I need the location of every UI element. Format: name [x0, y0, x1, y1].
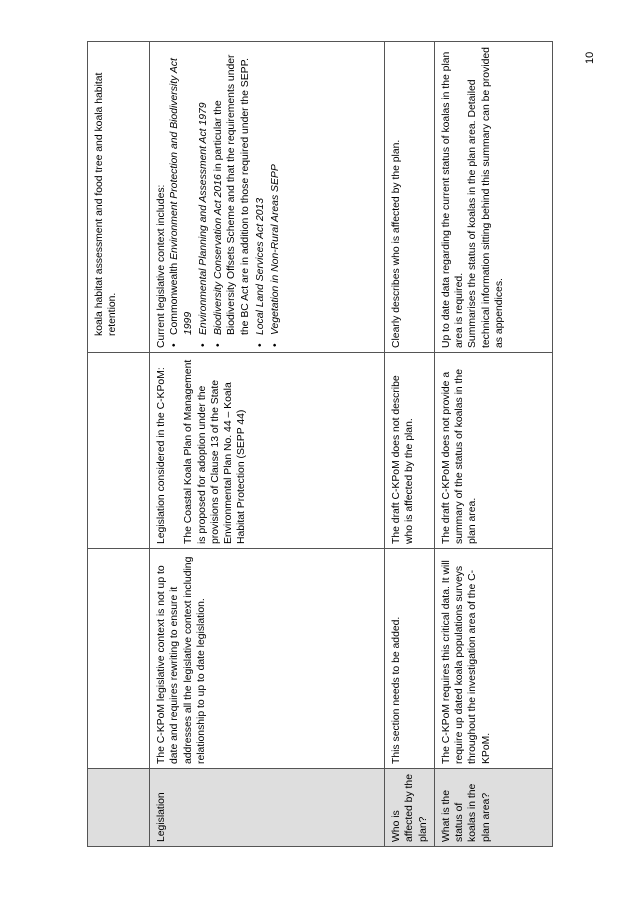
- list-item: • Environmental Planning and Assessment Act 1979: [197, 46, 210, 335]
- list-item: • Commonwealth Environment Protection and Biodiversity Act 1999: [168, 46, 195, 335]
- current-cell: The draft C-KPoM does not provide a summary of the status of koalas in the plan area.: [434, 353, 552, 549]
- required-cell: [88, 42, 150, 353]
- required-intro: Current legislative context includes:: [156, 184, 167, 348]
- current-cell: [150, 353, 385, 549]
- current-intro: Legislation considered in the C-KPoM:: [156, 367, 167, 544]
- topic-cell: Legislation: [150, 769, 385, 847]
- legislation-list: [168, 46, 282, 348]
- comment-cell: The C-KPoM requires this critical data. It will require up dated koala populations surveys throughout the investigation area of the C-KPoM.: [434, 549, 552, 769]
- list-item: • Biodiversity Conservation Act 2016 in particular the Biodiversity Offsets Scheme and that the requirements under the BC Act are in addition to those required under the SEPP.: [212, 46, 252, 335]
- page-number: 10: [584, 51, 596, 64]
- topic-cell: What is the status of koalas in the plan area?: [434, 769, 552, 847]
- comment-cell: This section needs to be added.: [385, 549, 435, 769]
- required-cell: [434, 42, 552, 353]
- table-row: [150, 42, 385, 847]
- table-row: [88, 42, 150, 847]
- current-cell: [88, 353, 150, 549]
- assessment-table: [87, 41, 553, 847]
- current-body: The Coastal Koala Plan of Management is proposed for adoption under the provisions of Clause 13 of the State Environmental Plan No. 44 – Koala Habitat Protection (SEPP 44): [183, 359, 248, 544]
- list-item: • Local Land Services Act 2013: [254, 46, 267, 335]
- table-row: [434, 42, 552, 847]
- topic-cell: Who is affected by the plan?: [385, 769, 435, 847]
- required-cell: Clearly describes who is affected by the plan.: [385, 42, 435, 353]
- topic-cell: [88, 769, 150, 847]
- comment-cell: [88, 549, 150, 769]
- required-cell: [150, 42, 385, 353]
- current-cell: The draft C-KPoM does not describe who is affected by the plan.: [385, 353, 435, 549]
- list-item: • Vegetation in Non-Rural Areas SEPP: [269, 46, 282, 335]
- comment-cell: The C-KPoM legislative context is not up to date and requires rewriting to ensure it addresses all the legislative context including relationship to up to date legislation.: [150, 549, 385, 769]
- required-text: Summarises the status of koalas in the plan area. Detailed technical information sitting behind this summary can be provided as appendices.: [467, 47, 506, 348]
- continued-text: koala habitat assessment and food tree and koala habitat retention.: [94, 72, 119, 336]
- required-text: Up to date data regarding the current status of koalas in the plan area is required.: [440, 51, 466, 348]
- table-row: [385, 42, 435, 847]
